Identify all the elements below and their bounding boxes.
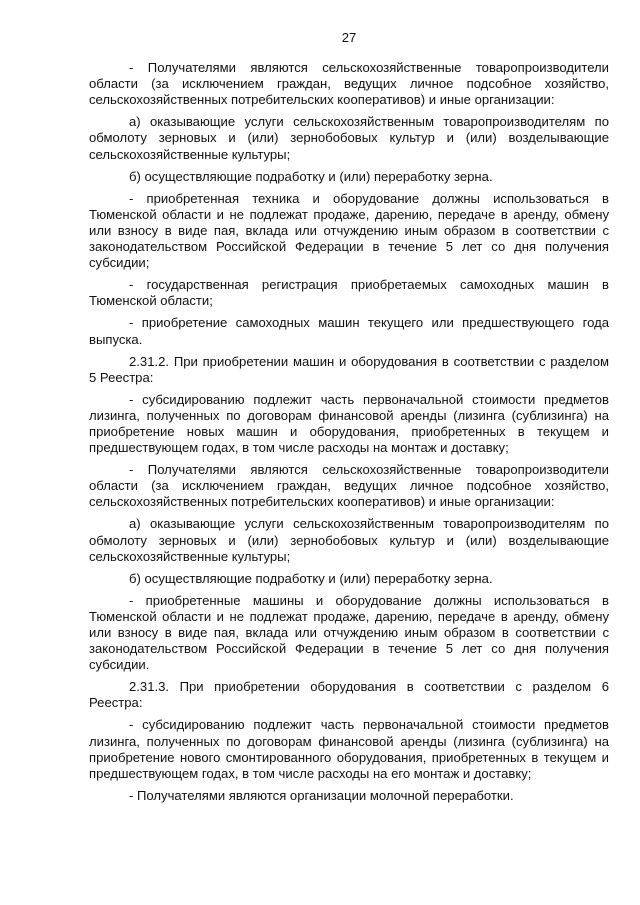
paragraph-item-a-1: а) оказывающие услуги сельскохозяйственным товаропроизводителям по обмолоту зерновых и (или) зернобобовых культур и (или) возделывающие сельскохозяйственные культуры; — [89, 114, 609, 162]
page-number: 27 — [341, 30, 357, 45]
paragraph-equipment-use-2: - приобретенные машины и оборудование должны использоваться в Тюменской области и не подлежат продаже, дарению, передаче в аренду, обмену или взносу в виде пая, вклада или отчуждению иным образом в соответствии с законодательством Российской Федерации в течение 5 лет со дня получения субсидии. — [89, 592, 609, 673]
paragraph-recipients-1: - Получателями являются сельскохозяйственные товаропроизводители области (за исключением граждан, ведущих личное подсобное хозяйство, сельскохозяйственных потребительских кооперативов) и иные организации: — [89, 60, 609, 108]
paragraph-machine-year: - приобретение самоходных машин текущего или предшествующего года выпуска. — [89, 315, 609, 347]
paragraph-item-b-1: б) осуществляющие подработку и (или) переработку зерна. — [129, 168, 493, 184]
paragraph-subsidy-part-1: - субсидированию подлежит часть первоначальной стоимости предметов лизинга, полученных по договорам финансовой аренды (лизинга (сублизинга) на приобретение новых машин и оборудования, приобретенных в текущем и предшествующем годах, в том числе расходы на монтаж и доставку; — [89, 391, 609, 456]
paragraph-subsidy-part-2: - субсидированию подлежит часть первоначальной стоимости предметов лизинга, полученных по договорам финансовой аренды (лизинга (сублизинга) на приобретение нового смонтированного оборудования, приобретенных в текущем и предшествующем годах, в том числе расходы на его монтаж и доставку; — [89, 717, 609, 781]
document-body — [89, 60, 609, 804]
paragraph-item-b-2: б) осуществляющие подработку и (или) переработку зерна. — [129, 570, 493, 586]
paragraph-state-registration: - государственная регистрация приобретаемых самоходных машин в Тюменской области; — [89, 277, 609, 309]
paragraph-recipients-dairy: - Получателями являются организации молочной переработки. — [129, 787, 514, 803]
paragraph-section-2-31-3: 2.31.3. При приобретении оборудования в соответствии с разделом 6 Реестра: — [89, 679, 609, 711]
paragraph-section-2-31-2: 2.31.2. При приобретении машин и оборудования в соответствии с разделом 5 Реестра: — [89, 353, 609, 385]
paragraph-equipment-use-1: - приобретенная техника и оборудование должны использоваться в Тюменской области и не подлежат продаже, дарению, передаче в аренду, обмену или взносу в виде пая, вклада или отчуждению иным образом в соответствии с законодательством Российской Федерации в течение 5 лет со дня получения субсидии; — [89, 190, 609, 271]
paragraph-item-a-2: а) оказывающие услуги сельскохозяйственным товаропроизводителям по обмолоту зерновых и (или) зернобобовых культур и (или) возделывающие сельскохозяйственные культуры; — [89, 516, 609, 564]
paragraph-recipients-2: - Получателями являются сельскохозяйственные товаропроизводители области (за исключением граждан, ведущих личное подсобное хозяйство, сельскохозяйственных потребительских кооперативов) и иные организации: — [89, 462, 609, 510]
